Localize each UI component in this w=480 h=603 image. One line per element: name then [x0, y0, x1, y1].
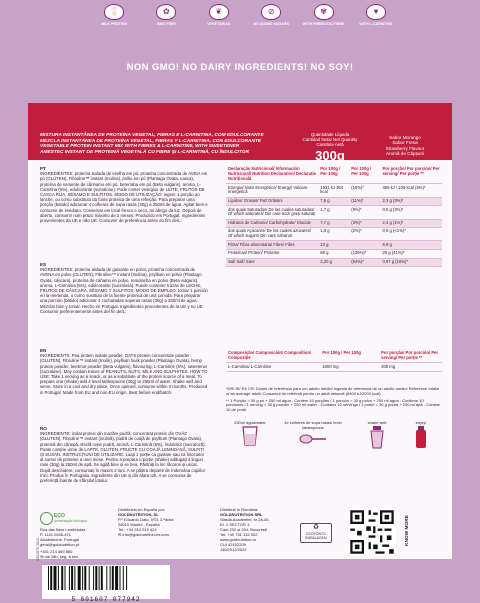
nutrient-name: Proteínas/ Protein/ Proteine [226, 250, 318, 259]
nutrient-name: Energia/ Valor Energético/ Energy/ Valoare energetică [226, 184, 318, 197]
ingredients-text: INGREDIENTES: proteína isolada de ervilha em pó, proteína concentrada de AVEIA em pó (GLÚTEN), Fibruline™ instant (Inulina), psílio em pó (Plantago Ovata, casca), proteína de semente de cânhamo em pó, beterraba em pó (Beta vulgaris), aroma, L-Carnitina (5%), edulcorante (sucralose). Pode conter vestígios de LEITE, FRUTOS DE CASCA RIJA, SÉSAMO E SULFITOS. MODO DE UTILIZAÇÃO: ingerir 1 porção ao lanche, ou como substituto da fonte proteica de uma refeição. Para preparar uma porção (batido) adicionar 4 colheres de sopa rasas (30g) a 250ml de água. Agitar bem e consumir de imediato. Conservar em local fresco e seco, ao abrigo da luz. Depois de aberto, consumir num prazo máximo de 2 meses. Produzido em Portugal. Ingredientes provenientes da UE e não UE. Consumir de preferência antes do fim de/L: [40, 171, 208, 224]
prep-step-shake [362, 420, 392, 450]
opening-hours: 9h às 18h, seg. à sex. [40, 554, 80, 559]
address-romania [220, 507, 300, 552]
shaker-icon [369, 425, 385, 449]
nutrient-value: 7,7 g [318, 219, 349, 228]
address-line: www.goldnutrition.ro [220, 537, 257, 542]
nutrient-ri: (54%)* [349, 258, 380, 267]
flavour-es: Sabor Fresa [392, 140, 418, 146]
address-line: Distribuit în România: [220, 507, 259, 512]
nutrient-serving: 6,9 g [380, 241, 442, 250]
nutrient-value: 1531 kJ 364 kcal [318, 184, 349, 197]
no-added-sugars-icon: ⊘ [261, 4, 281, 20]
address-line: Et. 2 SECTOR 1, [220, 522, 251, 527]
quantity-label: Cantitate netă [316, 142, 344, 147]
milk-protein-icon: 🥛 [104, 4, 124, 20]
header-cell: Por 100g / Per 100g [349, 166, 380, 184]
header-cell: Declaração Nutricional/ Información Nutricional/ Nutrition Declaration/ Declarație Nutrițională [226, 166, 318, 184]
address-line: Strada Academiei, nr 28-30, [220, 517, 270, 522]
preparation-steps [226, 420, 442, 468]
quantity-label: Quantidade Líquida [310, 132, 350, 137]
badge-label: VEGETARIAN [207, 22, 231, 26]
nutrient-ri: (11%)* [349, 197, 380, 206]
badge-label: GMO FREE [156, 22, 176, 26]
product-name-es: MEZCLA INSTANTÁNEA DE PROTEÍNA VEGETAL, FIBRAS Y L-CARNITINA, CON EDULCORANTE [40, 138, 262, 144]
nutrient-serving: 2,3 g (3%)* [380, 197, 442, 206]
badge-l-carnitine [359, 4, 393, 38]
gmo-free-icon: ✿ [156, 4, 176, 20]
nutrient-ri [349, 241, 380, 250]
nutrient-name: Lípidos/ Grasas/ Fat/ Grăsimi [226, 197, 318, 206]
address-line: Tel: +40 751 132 302 [220, 532, 258, 537]
nutrient-name: dos quais Saturados/ De las cuales saturadas/ Of which saturates/ Din care acizi grași saturați [226, 206, 318, 219]
table-row [226, 258, 442, 267]
quantity-value: 300g [315, 148, 345, 163]
ingredients-ro [40, 426, 208, 483]
qr-code[interactable] [348, 508, 396, 556]
address-portugal [40, 527, 110, 559]
nutrient-value: 3,20 g [318, 258, 349, 267]
language-code: EN [40, 348, 47, 353]
address-line: Tel.: +34 914 019 424 [118, 527, 157, 532]
prep-step-spoons [278, 420, 348, 449]
header-cell: Por porção/ Por porción/ Per serving/ Per porție ** [379, 350, 442, 363]
prep-step-water [230, 420, 270, 448]
email: ✉ info@goldnutrition-es.com [118, 532, 169, 537]
table-row [226, 228, 442, 241]
nutrient-ri: (136%)* [349, 250, 380, 259]
nutrition-header-row [226, 166, 442, 184]
composition-header-row [226, 350, 442, 363]
product-name-pt: MISTURA INSTANTÂNEA DE PROTEÍNA VEGETAL, FIBRAS E L-CARNITINA, COM EDULCORANTE [40, 133, 264, 138]
composition-table [226, 350, 442, 372]
nutrient-value: 7,6 g [318, 197, 349, 206]
nutrient-value: 1,8 g [318, 228, 349, 241]
address-line: J40/2312/2022 [220, 547, 247, 552]
recycle-icon: ♻ ECOPONTO EMBALAGEM [300, 523, 332, 543]
product-name-ro: AMESTEC INSTANT DE PROTEINĂ VEGETALĂ CU FIBRE ŞI L-CARNITINĂ, CU ÎNDULCITOR [40, 149, 249, 155]
slogan: NON GMO! NO DAIRY INGREDIENTS! NO SOY! [126, 62, 354, 73]
prep-step-label: shake well [367, 420, 387, 425]
table-row [226, 250, 442, 259]
table-row [226, 363, 442, 372]
badge-prebiotic-fibre [302, 4, 345, 38]
address-line: Distribuido en España por: [118, 507, 166, 512]
ingredients-text: INGREDIENTS: Pea protein isolate powder, OATS protein concentrate powder (GLUTEN), Fibruline™ instant (Inulin), psyllium husk powder (Plantago Ovata), hemp protein powder, beetroot powder (Beta vulgaris), flavouring, L-Carnitine (5%), sweetener (sucralose). May contain traces of PEANUTS, NUTS, MILK AND SULPHITES. HOW TO USE: Take 1 serving as a snack, or as a substitute of the protein source of a meal. To prepare one (shake) add 4 level tablespoons (30g) to 250ml of water. Shake well and serve. Store in a cool and dry place. Once opened, consume within 2 months. Produced in Portugal. Made from EU and non-EU origin. Best before end/batch: [40, 353, 208, 395]
address-line: Rua das Bem Lembradas [40, 527, 86, 532]
flavour-ro: Aromă de Căpșuni [385, 151, 425, 157]
ingredients-text: INGREDIENTE: izolat proteic din mazăre pudră, concentrat proteic din OVĂZ (GLUTEN), Fibruline™ instant (inulină), pudră de coajă de psyllium (Plantago Ovata), proteină din cânepă, sfeclă roșie pudră, aromă, L-Carnitină (5%), îndulcitor (sucraloză). Poate conține urme de LAPTE, GLUTEN, FRUCTE CU COAJĂ LEMNOASĂ, SULFIȚI ȘI SUSAN. INSTRUCȚIUNI DE UTILIZARE: Luați 1 porție ca gustare sau ca înlocuitor al sursei de proteine a unei mese. Pentru a prepara o porție (shake) adăugați 4 linguri rase (30g) la 250ml de apă. Se agită bine și se bea. Păstrați la loc răcoros și uscat. După deschidere, consumați în maxim 2 luni. A se păstra departe de îndemâna copiilor mici. Produs în Portugalia. Ingrediente din UE și din afara UE. A se consuma de preferință înainte de sfârșitul lotului: [40, 431, 206, 484]
reference-intake-note: *DR/ IR/ RI/ CR: Doses de referência para um adulto médio/ Ingesta de referencia de un adulto medio/ Reference Intake of an average adult/ Consumul de referință pentru un adult obișnuit (8400 kJ/2000 kcal). [226, 386, 440, 396]
ingredients-text: INGREDIENTES: proteína aislada de guisante en polvo, proteína concentrada de AVENA en polvo (GLUTEN), Fibruline™ instant (Inulina), psyllium en polvo (Plantago Ovata, cáscara), proteína de cáñamo en polvo, remolacha en polvo (Beta vulgaris), aroma, L-Carnitina (5%), edulcorante (sucralosa). Puede contener trazas de LECHE, FRUTOS DE CÁSCARA, SÉSAMO Y SULFITOS. MODO DE EMPLEO: tomar 1 porción en la merienda, o como sustituto de la fuente proteica de una comida. Para preparar una porción (batido) adicionar 4 cucharadas soperas rasas (30g) a 250ml de agua. Mezclar bien y tomar. Hecho en Portugal. Ingredientes procedentes de la UE y no UE. Consumir preferentemente antes del fin de/L: [40, 267, 208, 314]
net-quantity [302, 132, 358, 162]
nutrition-notes [226, 387, 442, 413]
prep-step-enjoy [406, 420, 436, 450]
barcode-digits: 5 601607 077942 [71, 596, 141, 603]
nutrient-ri: (3%)* [349, 219, 380, 228]
address-line: 28010 Madrid - España [118, 522, 160, 527]
component-name: L-Carnitina/ L-Carnitine [226, 363, 320, 372]
ingredients-pt [40, 166, 208, 223]
lot-code: 0304070 2022 [36, 538, 40, 561]
badge-label: MILK PROTEIN [101, 22, 127, 26]
table-row [226, 241, 442, 250]
badge-label: NO ADDED SUGARS [253, 22, 289, 26]
l-carnitine-icon: ♥ [366, 4, 386, 20]
ingredients-en [40, 348, 208, 395]
nutrient-name: Fibra/ Fibra alimentaria/ Fibre/ Fibre [226, 241, 318, 250]
address-line: GOLDNUTRITION SRL [220, 512, 263, 517]
barcode-bars [42, 565, 170, 591]
component-value: 1000 mg [320, 363, 379, 372]
nutrient-serving: 0,5 g (3%)* [380, 206, 442, 219]
flavour-pt: Sabor Morango [389, 135, 421, 140]
vegetarian-icon: ❦ [209, 4, 229, 20]
recycle-label: ECOPONTO EMBALAGEM [305, 532, 327, 540]
nutrient-ri: (9%)* [349, 206, 380, 219]
prebiotic-fibre-icon: ✾ [314, 4, 334, 20]
address-line: geral@goldnutrition.pt [40, 542, 80, 547]
table-row [226, 206, 442, 219]
product-description [40, 133, 280, 155]
nutrient-serving: 20 g (41%)* [380, 250, 442, 259]
prep-step-label: 250ml água/water [234, 420, 266, 425]
spoon-icon [298, 430, 328, 448]
feature-badges [100, 4, 393, 38]
know-more-label: KNOW MORE [405, 515, 410, 547]
language-code: ES [40, 262, 47, 267]
header-cell: Por 100g / Per 100g [320, 350, 379, 363]
flavour-en: Strawberry Flavour [385, 145, 425, 151]
phone: +351 214 469 880 [40, 549, 73, 554]
badge-label: WITH PREBIOTIC FIBRE [302, 22, 345, 26]
eco-logo-icon [40, 512, 53, 525]
nutrient-serving: 2,3 g (1%)* [380, 219, 442, 228]
address-line: Cam 202 și 204, București [220, 527, 267, 532]
eco-subtitle: Alimentação biológica [54, 519, 87, 523]
component-serving: 300 mg [379, 363, 442, 372]
address-line: Alcabideche, Portugal [40, 537, 79, 542]
eco-brand: ECO [54, 513, 65, 519]
table-row [226, 219, 442, 228]
nutrient-ri: (18%)* [349, 184, 380, 197]
nutrient-serving: 459 kJ / 109 kcal (5%)* [380, 184, 442, 197]
badge-gmo-free [152, 4, 180, 38]
nutrient-name: dos quais Açúcares/ De los cuales azúcares/ Of which sugars/ Din care zaharuri [226, 228, 318, 241]
header-cell: Por 100g / Per 100g [318, 166, 349, 184]
table-row [226, 197, 442, 206]
address-line: GOLDNUTRITION, SL [118, 512, 159, 517]
header-cell: Composição/ Composición/ Composition/ Compoziție [226, 350, 320, 363]
prep-step-label: 4x colheres de sopa rasas/ level tablespoons [284, 420, 342, 430]
language-code: PT [40, 166, 46, 171]
glass-icon [241, 425, 259, 447]
prep-step-label: enjoy! [415, 420, 427, 425]
table-row [226, 184, 442, 197]
nutrient-value: 1,7 g [318, 206, 349, 219]
badge-no-added-sugars [253, 4, 289, 38]
badge-vegetarian [205, 4, 233, 38]
nutrient-serving: 0,97 g (16%)* [380, 258, 442, 267]
address-line: P.º Eduardo Dato, nº21 3.ºdcha [118, 517, 174, 522]
bottle-icon [413, 425, 429, 449]
quantity-label: Cantidad Neta/ Net Quantity [302, 137, 358, 142]
nutrient-serving: 0,6 g (<1%)* [380, 228, 442, 241]
product-name-en: VEGETABLE PROTEIN INSTANT MIX WITH FIBRES & L-CARNITINE, WITH SWEETENER [40, 144, 240, 150]
badge-milk-protein [100, 4, 128, 38]
address-line: P. 1141 2646-471 [40, 532, 71, 537]
nutrient-value: 23 g [318, 241, 349, 250]
language-code: RO [40, 426, 47, 431]
nutrition-table [226, 166, 442, 267]
serving-note: ** 1 Porção = 30 g pó + 250 ml água - Contém 10 porções / 1 porción = 30 g polvo + 250 ml agua - Contiene 10 porciones / 1 serving = 30 g powder + 250 ml water - Contains 10 servings / 1 porție = 30 g pudră + 250 ml apă - Conține 10 de porții [226, 397, 440, 413]
ingredients-es [40, 262, 208, 314]
nutrient-ri: (2%)* [349, 228, 380, 241]
flavour [370, 135, 440, 157]
nutrient-name: Hidratos de Carbono/ Carbohydrate/ Glucide [226, 219, 318, 228]
address-spain [118, 507, 213, 537]
nutrient-name: Sal/ Salt/ Sare [226, 258, 318, 267]
header-cell: Por porção/ Por porción/ Per serving/ Per porție ** [380, 166, 442, 184]
nutrient-value: 68 g [318, 250, 349, 259]
barcode [42, 565, 170, 603]
badge-label: WITH L-CARNITINE [359, 22, 393, 26]
address-line: CUI 42152209 [220, 542, 246, 547]
